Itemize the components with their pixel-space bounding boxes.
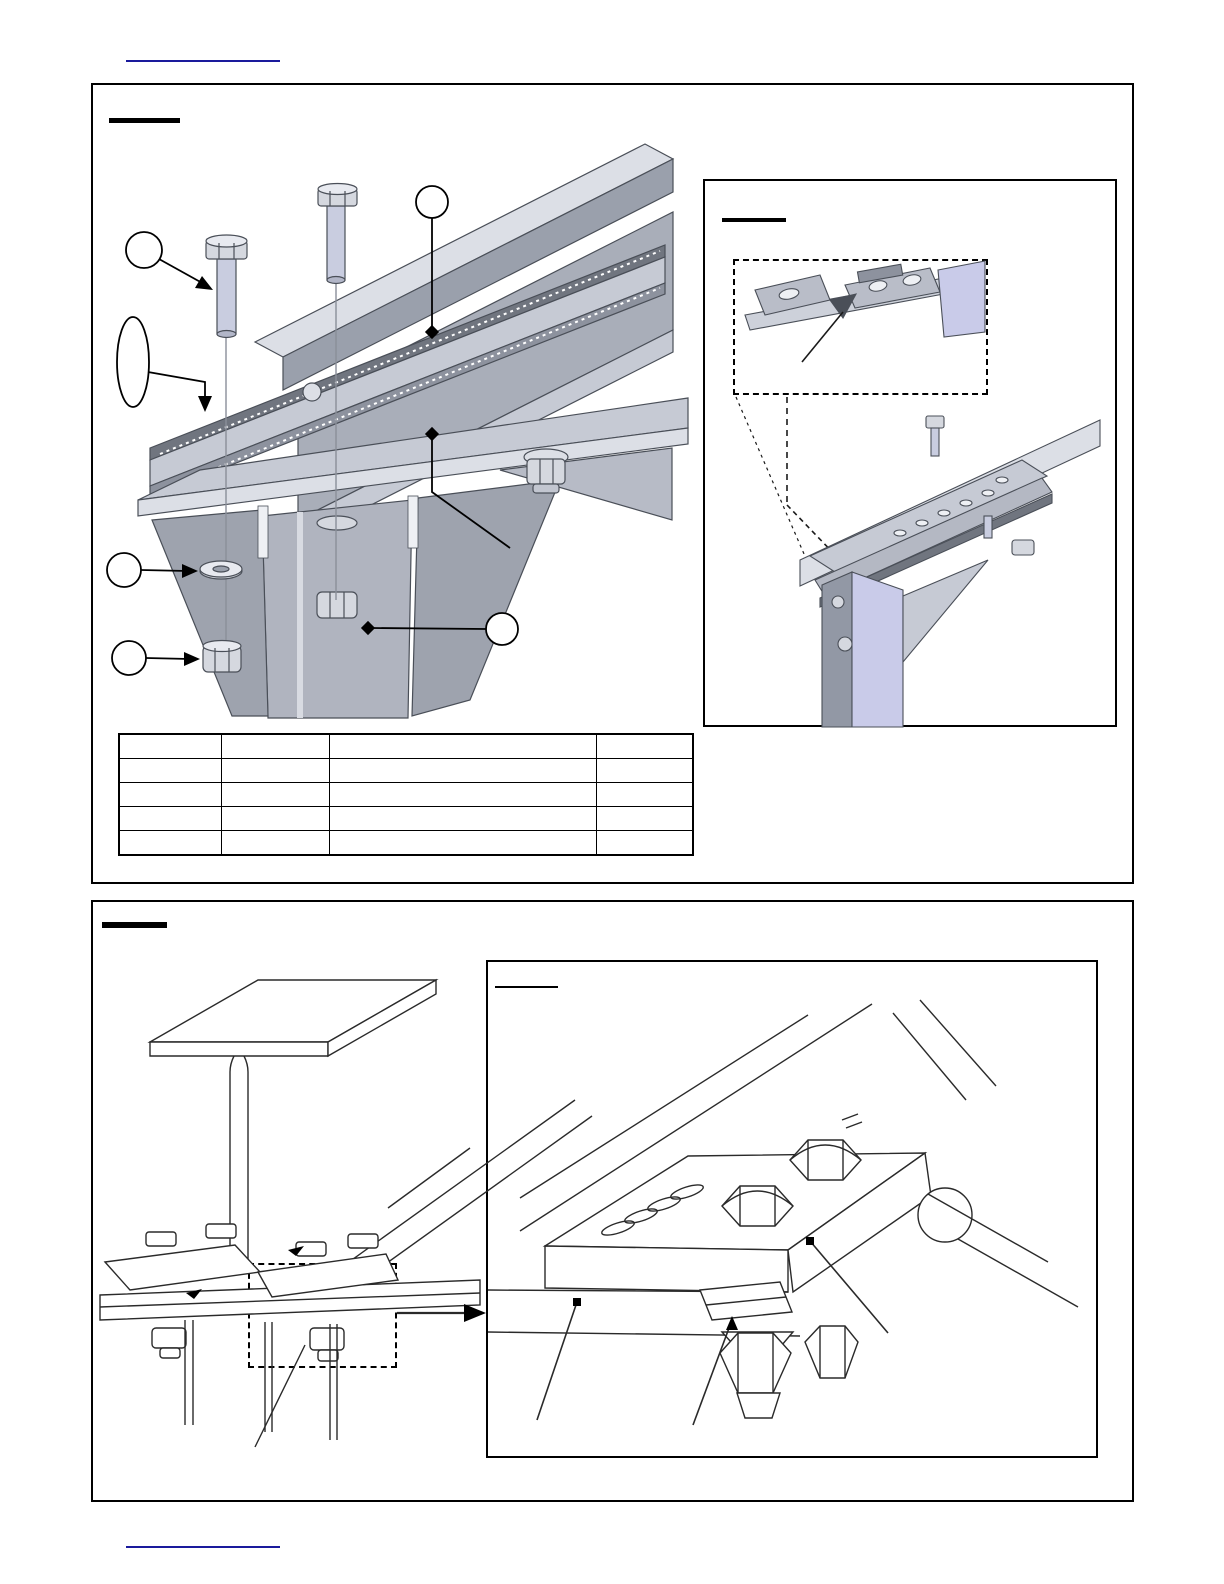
- table-cell: [221, 807, 329, 831]
- figure2-label-redacted: [102, 922, 167, 928]
- table-cell: [119, 831, 221, 856]
- table-cell: [596, 807, 693, 831]
- table-cell: [329, 783, 596, 807]
- table-cell: [119, 807, 221, 831]
- table-cell: [119, 734, 221, 759]
- table-row: [119, 807, 693, 831]
- parts-table: [118, 733, 694, 856]
- table-cell: [596, 734, 693, 759]
- table-cell: [596, 783, 693, 807]
- figure2-zoom-selection-dashed-box: [248, 1263, 397, 1368]
- figure1-label-redacted: [109, 118, 180, 123]
- table-row: [119, 734, 693, 759]
- table-cell: [329, 734, 596, 759]
- figure1-inset-label-redacted: [722, 218, 786, 222]
- table-cell: [596, 759, 693, 783]
- figure2-detail-label-underline: [495, 986, 558, 988]
- figure1-inset-detail-dashed-box: [733, 259, 988, 395]
- table-row: [119, 831, 693, 856]
- table-row: [119, 759, 693, 783]
- table-cell: [221, 759, 329, 783]
- table-cell: [596, 831, 693, 856]
- table-cell: [119, 759, 221, 783]
- table-cell: [119, 783, 221, 807]
- table-cell: [221, 831, 329, 856]
- bottom-link[interactable]: [126, 1546, 280, 1548]
- figure2-detail-box: [486, 960, 1098, 1458]
- table-cell: [221, 734, 329, 759]
- table-cell: [221, 783, 329, 807]
- table-cell: [329, 831, 596, 856]
- table-cell: [329, 807, 596, 831]
- table-row: [119, 783, 693, 807]
- top-link[interactable]: [126, 60, 280, 62]
- table-cell: [329, 759, 596, 783]
